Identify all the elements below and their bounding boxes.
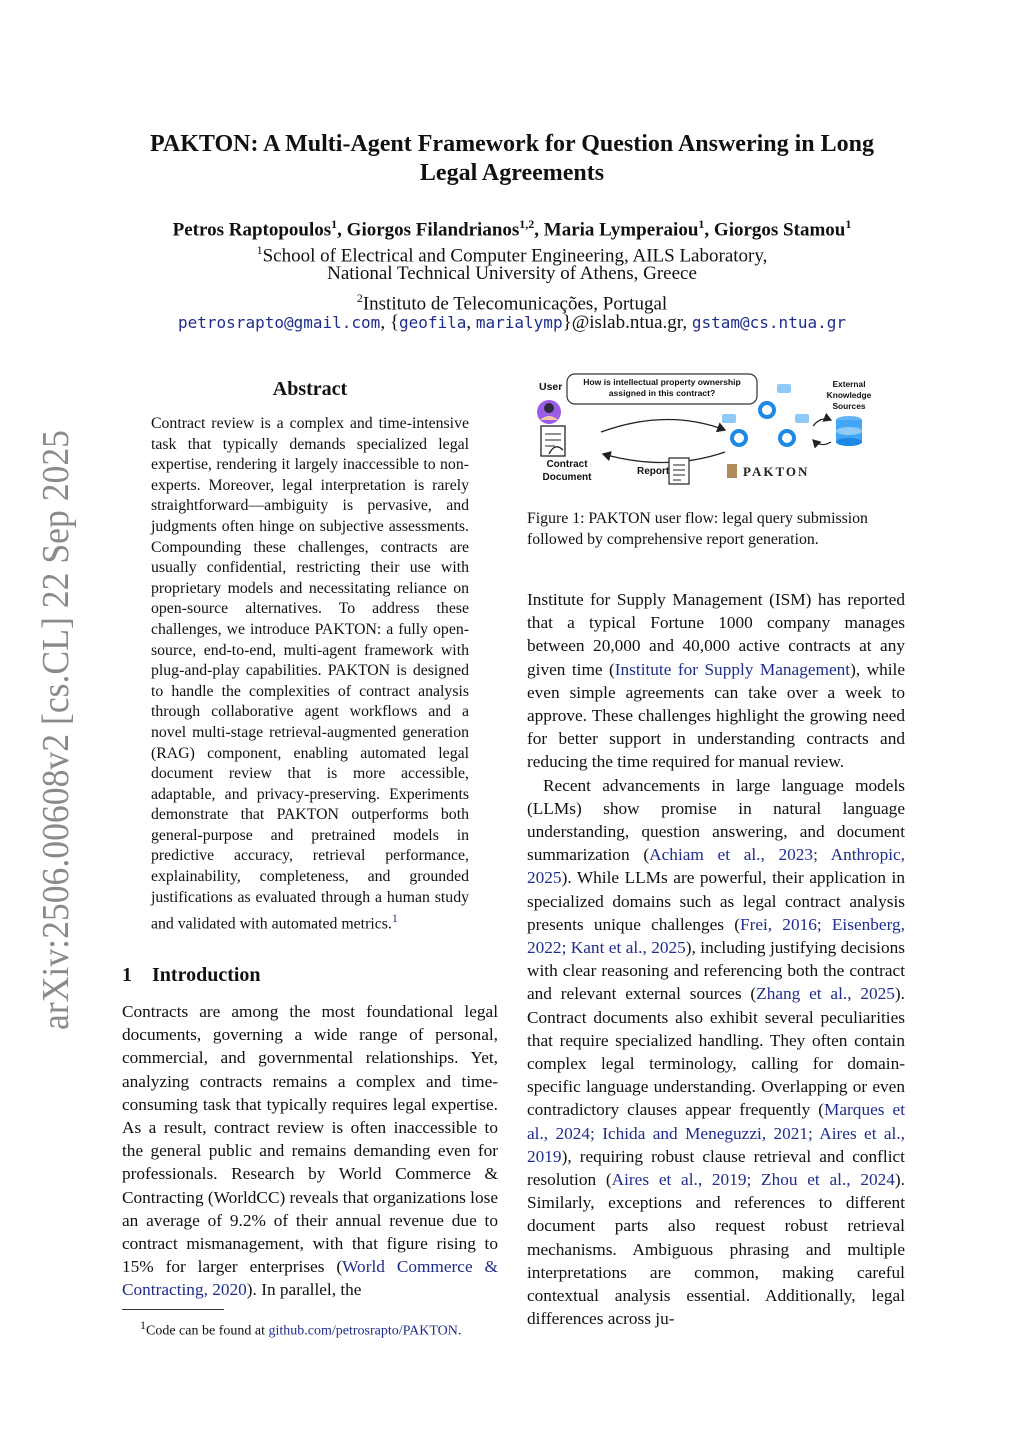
pakton-logo-icon [727, 464, 737, 478]
paper-title [100, 130, 924, 188]
citation-link[interactable]: Institute for Supply Management [614, 659, 851, 679]
body-text: Institute for Supply Management (ISM) has reported that a typical Fortune 1000 company manages between 20,000 and 40,000 active contracts at any given time ( [527, 590, 905, 679]
email-sep: , { [380, 312, 399, 333]
contract-document-icon [541, 426, 565, 456]
footnote-divider [122, 1309, 224, 1310]
flow-arrow-report [603, 452, 725, 463]
flow-arrow-knowledge-in [813, 440, 831, 445]
email-link[interactable]: gstam@cs.ntua.gr [691, 313, 846, 332]
figure-label-user: User [539, 381, 563, 393]
report-document-icon [669, 458, 689, 484]
body-text: ). While LLMs are powerful, their application in specialized domains such as legal contract analysis presents unique challenges ( [527, 868, 905, 934]
body-text: ), including justifying decisions with clear reasoning and referencing both the contract and relevant external sources ( [527, 938, 905, 1004]
body-text: Recent advancements in large language models (LLMs) show promise in natural language understanding, question answering, and document summarization ( [527, 775, 905, 865]
body-text: ), requiring robust clause retrieval and conflict resolution ( [527, 1146, 905, 1190]
footnote-end: . [457, 1323, 462, 1339]
affil-mark: 1 [256, 243, 263, 257]
body-text: ). Contract documents also exhibit several peculiarities that require specialized handling. They often contain complex legal terminology, calling for domain-specific language understanding. Overlapping or even contradictory clauses appear frequently ( [527, 984, 905, 1120]
email-sep: , [466, 312, 476, 333]
author-list: Petros Raptopoulos$^1$, Giorgos Filandrianos$^{1,2}$, Maria Lymperaiou$^1$, Giorgos Stamou$^1$ [172, 217, 852, 241]
citation-link[interactable]: Marques et al., 2024; Ichida and Meneguzzi, 2021; Aires et al., 2019 [527, 1100, 905, 1166]
author-affil-mark: 1,2 [519, 217, 535, 231]
author-name: Giorgos Stamou [713, 219, 846, 241]
right-paragraph-2 [527, 774, 905, 1331]
user-avatar-icon [537, 400, 561, 424]
footnote [140, 1316, 461, 1341]
author-name: Giorgos Filandrianos [346, 219, 520, 241]
pakton-brand: PAKTON [743, 464, 810, 479]
email-sep: }@islab.ntua.gr, [562, 312, 692, 333]
question-text-2: assigned in this contract? [608, 388, 716, 398]
affil-line: School of Electrical and Computer Engineering, AILS Laboratory, [262, 245, 768, 267]
citation-link[interactable]: Aires et al., 2019; Zhou et al., 2024 [611, 1170, 895, 1190]
abstract-heading: Abstract [272, 378, 348, 400]
abstract-body [151, 414, 469, 935]
email-link[interactable]: marialymp [475, 313, 563, 332]
figure-label-document: Document [542, 472, 592, 483]
arxiv-stamp [16, 420, 76, 1040]
citation-link[interactable]: Zhang et al., 2025 [756, 984, 895, 1004]
author-name: Petros Raptopoulos [172, 219, 332, 241]
intro-text: Contracts are among the most foundational legal documents, governing a wide range of personal, commercial, and governmental relationships. Yet, analyzing contracts remains a complex and time-consuming task that typically requires legal expertise. As a result, contract review is often inaccessible to the general public and remains demanding even for professionals. Research by World Commerce & Contracting (WorldCC) reveals that organizations lose an average of 9.2% of their annual revenue due to contract mismanagement, with that figure rising to 15% for larger enterprises ( [122, 1002, 498, 1277]
figure-label-contract: Contract [546, 459, 588, 470]
figure-1 [527, 368, 905, 498]
author-affil-mark: 1 [698, 217, 705, 231]
body-text: ), while even simple agreements can take over a week to approve. These challenges highlight the growing need for better support in understanding contracts and reducing the time required for manual review. [527, 659, 905, 772]
question-text-1: How is intellectual property ownership [583, 377, 741, 387]
figure-label-knowledge: Knowledge [826, 390, 872, 400]
intro-paragraph [122, 1000, 498, 1302]
citation-link[interactable]: Achiam et al., 2023; Anthropic, 2025 [527, 845, 906, 888]
author-affil-mark: 1 [845, 217, 852, 231]
affil-mark: 2 [356, 291, 363, 305]
figure-label-report: Report [637, 466, 670, 477]
flow-arrow-knowledge-out [813, 419, 831, 426]
section-heading-introduction: 1 Introduction [122, 964, 261, 986]
affil-line: National Technical University of Athens, Greece [327, 263, 697, 284]
title-line-1: PAKTON: A Multi-Agent Framework for Question Answering in Long [149, 131, 874, 157]
footnote-mark-link[interactable]: 1 [391, 911, 398, 926]
footnote-mark: 1 [140, 1318, 146, 1332]
figure-label-external: External [832, 379, 866, 389]
flow-arrow-query [601, 419, 725, 432]
footnote-text: Code can be found at [146, 1323, 269, 1339]
email-link[interactable]: geofila [398, 313, 467, 332]
author-name: Maria Lymperaiou [543, 219, 699, 241]
arxiv-stamp-text: arXiv:2506.00608v2 [cs.CL] 22 Sep 2025 [35, 420, 76, 1030]
right-column-text [527, 588, 905, 1331]
database-icon [836, 416, 862, 446]
affil-line: Instituto de Telecomunicações, Portugal [362, 293, 668, 315]
intro-text: ). In parallel, the [246, 1280, 362, 1300]
citation-link[interactable]: Frei, 2016; Eisenberg, 2022; Kant et al., 2025 [527, 914, 905, 958]
abstract-text: Contract review is a complex and time-intensive task that typically demands specialized legal expertise, rendering it largely inaccessible to non-experts. Moreover, legal interpretation is rarely straightforward—ambiguity is pervasive, and judgments often hinge on subjective assessments. Compounding these challenges, contracts are usually confidential, restricting their use with proprietary models and necessitating reliance on open-source alternatives. To address these challenges, we introduce PAKTON: a fully open-source, end-to-end, multi-agent framework with plug-and-play capabilities. PAKTON is designed to handle the complexities of contract analysis through collaborative agent workflows and a novel multi-stage retrieval-augmented generation (RAG) component, enabling automated legal document review that is more accessible, adaptable, and privacy-preserving. Experiments demonstrate that PAKTON outperforms both general-purpose and pretrained models in predictive accuracy, retrieval performance, explainability, completeness, and grounded justifications as evaluated through a human study and validated with automated metrics. [151, 415, 469, 933]
body-text: ). Similarly, exceptions and references to different document parts also request robust retrieval mechanisms. Ambiguous phrasing and multiple interpretations are common, making careful contextual analysis essential. Additionally, legal differences across ju- [527, 1170, 905, 1329]
citation-link[interactable]: World Commerce & Contracting, 2020 [122, 1257, 498, 1300]
author-affil-mark: 1 [331, 217, 338, 231]
email-line [100, 311, 924, 335]
affiliation-1b [100, 262, 924, 286]
email-link[interactable]: petrosrapto@gmail.com [178, 313, 381, 332]
title-line-2: Legal Agreements [419, 160, 605, 186]
figure-label-sources: Sources [832, 401, 866, 411]
github-link[interactable]: github.com/petrosrapto/PAKTON [268, 1323, 458, 1339]
figure-caption: Figure 1: PAKTON user flow: legal query submission followed by comprehensive report generation. [527, 510, 868, 548]
right-paragraph-1 [527, 588, 905, 774]
